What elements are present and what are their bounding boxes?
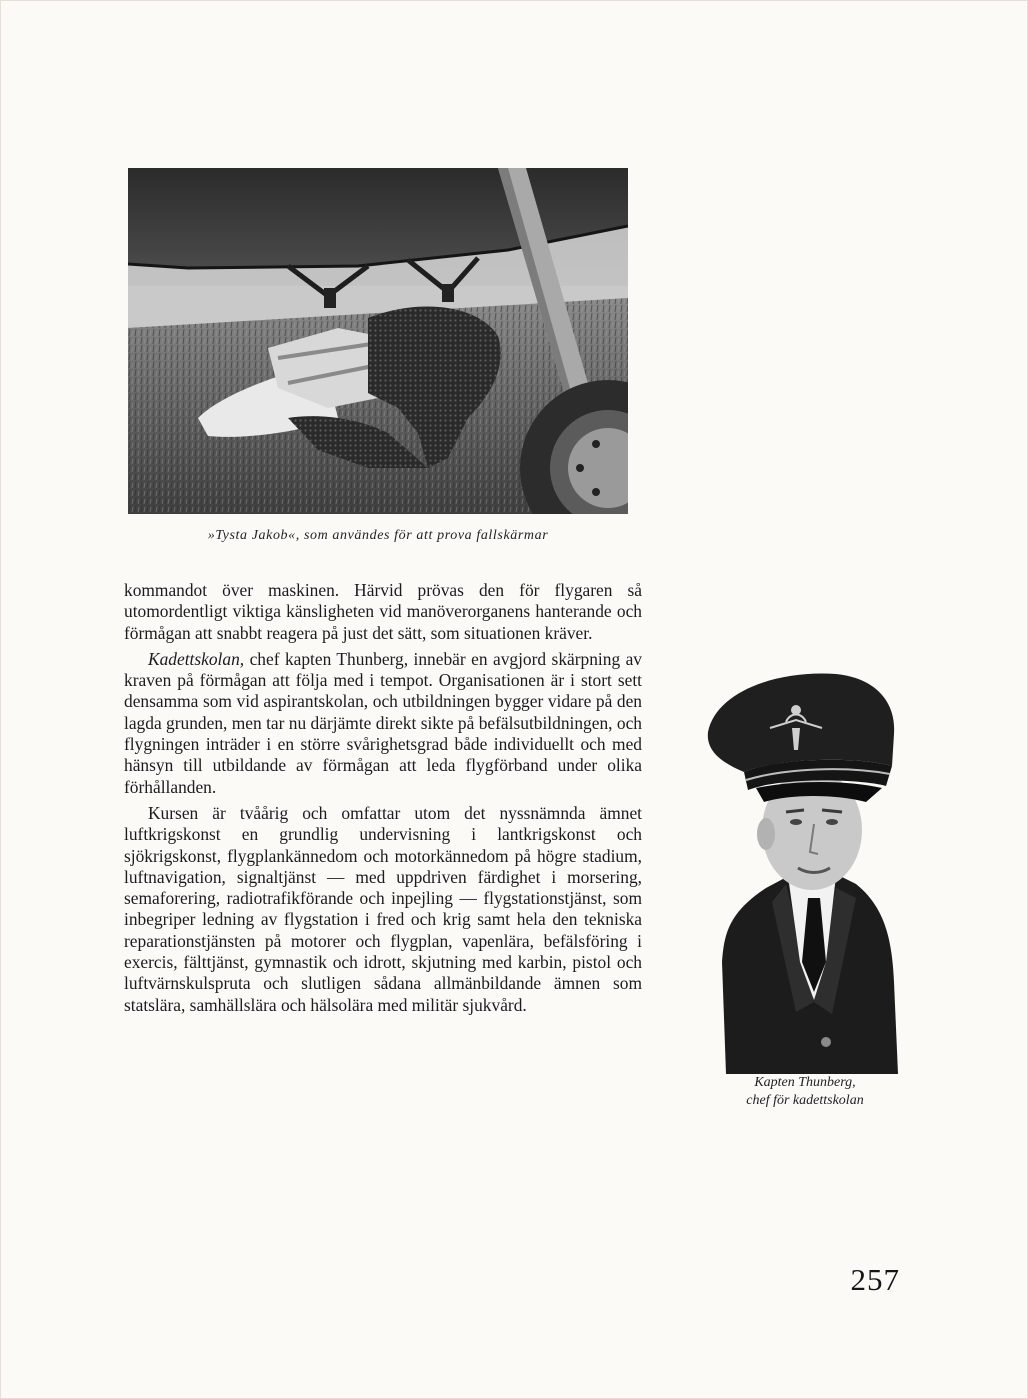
paragraph-2-lead: Kadettskolan, xyxy=(148,648,245,669)
paragraph-2 xyxy=(124,649,642,798)
page-number: 257 xyxy=(850,1262,900,1297)
article-body xyxy=(124,580,642,1016)
portrait-photo xyxy=(686,662,898,1074)
portrait-caption-role: chef för kadettskolan xyxy=(746,1093,864,1108)
portrait-caption xyxy=(700,1074,910,1110)
paragraph-3: Kursen är tvåårig och omfattar utom det nyssnämnda ämnet luftkrigskonst en grundlig undervisning i lantkrigskonst och sjökrigskonst, flygplankännedom och motorkännedom på högre stadium, luftnavigation, signaltjänst — med uppdriven färdighet i morsering, semaforering, radiotrafikförande och inpejling — flygstationstjänst, som inbegriper ledning av flygstation i fred och krig samt hela den tekniska reparationstjänsten på motorer och flygplan, vapenlära, befälsföring i exercis, fälttjänst, gymnastik och idrott, skjutning med karbin, pistol och luftvärnskulspruta och slutligen sådana allmänbildande ämnen som statslära, samhällslära och hälsolära med militär sjukvård. xyxy=(124,802,642,1015)
paragraph-1: kommandot över maskinen. Härvid prövas den för flygaren så utomordentligt viktiga känsligheten vid manöverorganens hanterande och förmågan att snabbt reagera på just det sätt, som situationen kräver. xyxy=(124,580,642,643)
parachute-test-photo xyxy=(128,168,628,514)
photo-caption: »Tysta Jakob«, som användes för att prova fallskärmar xyxy=(207,528,549,543)
paragraph-2-text: chef kapten Thunberg, innebär en avgjord skärpning av kraven på förmågan att följa med i tempot. Organisationen är i stort sett densamma som vid aspirantskolan, och utbildningen bygger vidare på den lagda grunden, men tar nu därjämte direkt sikte på befälsutbildningen, och flygningen inträder i en större svårighetsgrad både individuellt och med hänsyn till utbildande av förmågan att leda flygförband under olika förhållanden. xyxy=(124,648,642,797)
portrait-caption-name: Kapten Thunberg, xyxy=(754,1075,856,1090)
